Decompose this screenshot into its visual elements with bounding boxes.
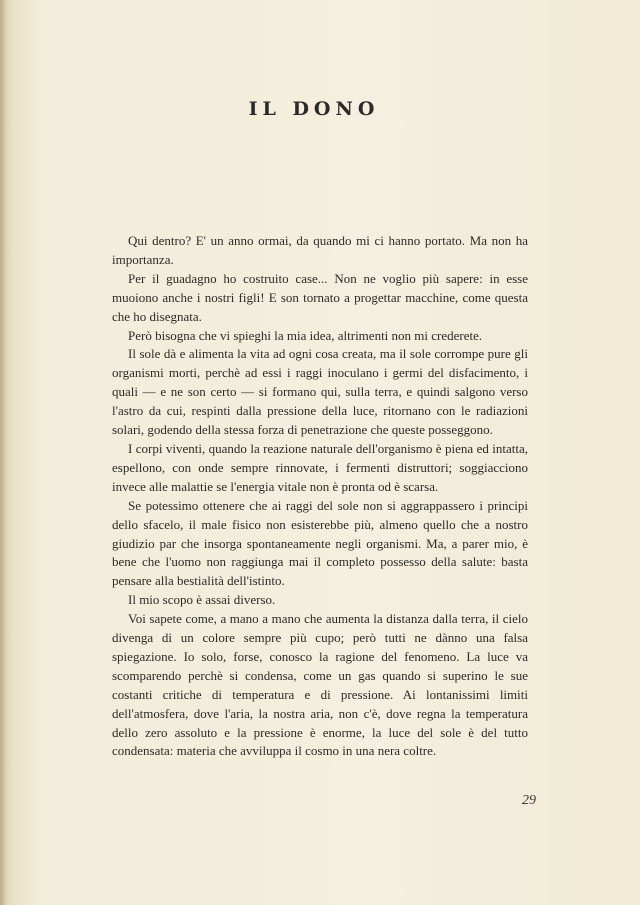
paragraph: Il sole dà e alimenta la vita ad ogni cosa creata, ma il sole corrompe pure gli organismi morti, perchè ad essi i raggi inoculano i germi del disfacimento, i quali — e ne son certo — si formano qui, sulla terra, e quindi salgono verso l'astro da cui, respinti dalla pressione della luce, ritornano con le radiazioni solari, godendo della stessa forza di penetrazione che queste posseggono.: [112, 346, 528, 438]
paragraph: Voi sapete come, a mano a mano che aumenta la distanza dalla terra, il cielo divenga di un colore sempre più cupo; però tutti ne dànno una falsa spiegazione. Io solo, forse, conosco la ragione del fenomeno. La luce va scomparendo perchè si condensa, come un gas quando si superino le sue costanti critiche di temperatura e di pressione. Ai lontanissimi limiti dell'atmosfera, dove l'aria, la nostra aria, non c'è, dove regna la temperatura dello zero assoluto e la pressione è enorme, la luce del sole è del tutto condensata: materia che avviluppa il cosmo in una nera coltre.: [112, 611, 528, 759]
body-text: [112, 232, 528, 761]
paragraph: Qui dentro? E' un anno ormai, da quando mi ci hanno portato. Ma non ha importanza.: [112, 233, 528, 267]
paragraph: Per il guadagno ho costruito case... Non ne voglio più sapere: in esse muoiono anche i nostri figli! E son tornato a progettar macchine, come questa che ho disegnata.: [112, 270, 528, 324]
paragraph: Però bisogna che vi spieghi la mia idea, altrimenti non mi crederete.: [128, 327, 483, 343]
paragraph: Il mio scopo è assai diverso.: [128, 592, 276, 608]
page-number: 29: [522, 793, 536, 808]
page-binding-edge: [0, 0, 6, 905]
chapter-title: IL DONO: [248, 98, 380, 120]
paragraph: I corpi viventi, quando la reazione naturale dell'organismo è piena ed intatta, espellono, con onde sempre rinnovate, i fermenti distruttori; soggiacciono invece alle malattie se l'energia vitale non è pronta od è scarsa.: [112, 440, 528, 494]
paragraph: Se potessimo ottenere che ai raggi del sole non si aggrappassero i principi dello sfacelo, il male fisico non esisterebbe più, almeno quello che a nostro giudizio par che insorga spontaneamente negli organismi. Ma, a parer mio, è bene che l'uomo non raggiunga mai il completo possesso della salute: basta pensare alla bestialità dell'istinto.: [112, 497, 528, 589]
